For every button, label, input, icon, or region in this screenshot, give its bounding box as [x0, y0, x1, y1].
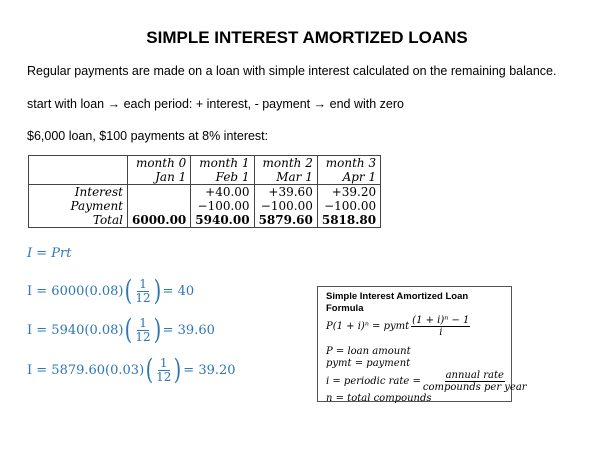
formula-lhs: P(1 + i)ⁿ = pymt — [326, 320, 410, 332]
numerator: 1 — [139, 276, 147, 291]
empty-cell — [29, 170, 128, 185]
formula-box-title: Simple Interest Amortized Loan Formula — [326, 291, 469, 314]
paren-open: ( — [125, 313, 133, 346]
date-header: Jan 1 — [128, 170, 191, 185]
definition: pymt = payment — [326, 358, 411, 369]
paren-open: ( — [125, 274, 133, 307]
empty-cell — [29, 156, 128, 171]
arrow-icon: → — [107, 97, 121, 111]
definition: P = loan amount — [326, 346, 411, 357]
table-row — [29, 213, 381, 228]
eq-lhs: I = 5879.60(0.03) — [27, 362, 145, 378]
eq-lhs: I = 5940(0.08) — [27, 322, 124, 338]
eq-rhs: = 39.20 — [183, 362, 236, 378]
paren-close: ) — [153, 313, 161, 346]
formula-box — [317, 286, 527, 404]
rate-definition — [326, 370, 527, 393]
fraction — [135, 317, 150, 344]
flow-step: each period: + interest, - payment — [123, 97, 311, 111]
paren-close: ) — [153, 274, 161, 307]
intro-text: Regular payments are made on a loan with simple interest calculated on the remaining balance. — [27, 64, 557, 78]
cell: 5818.80 — [317, 213, 380, 228]
cell: 6000.00 — [128, 213, 191, 228]
problem-text: $6,000 loan, $100 payments at 8% interest: — [27, 129, 269, 143]
denominator: 12 — [135, 329, 151, 344]
flow-start: start with loan — [27, 97, 105, 111]
rate-lhs: i = periodic rate = — [326, 375, 421, 387]
paren-open: ( — [145, 353, 154, 386]
denominator: 12 — [135, 290, 151, 305]
cell: 5879.60 — [254, 213, 317, 228]
fraction — [423, 370, 527, 393]
interest-equation — [27, 313, 215, 346]
eq-lhs: I = 6000(0.08) — [27, 283, 124, 299]
interest-equation — [27, 274, 195, 307]
numerator: 1 — [139, 315, 147, 330]
cell: −100.00 — [317, 199, 380, 213]
denominator: 12 — [156, 369, 172, 384]
fraction — [411, 315, 470, 338]
cell — [128, 199, 191, 213]
month-header: month 2 — [254, 156, 317, 171]
interest-equation — [27, 353, 236, 386]
fraction — [135, 278, 150, 305]
cell: 5940.00 — [191, 213, 254, 228]
table-header-row — [29, 156, 381, 171]
definition: n = total compounds — [326, 393, 432, 404]
denominator: i — [439, 327, 443, 338]
fraction — [156, 357, 171, 384]
numerator: annual rate — [445, 370, 504, 381]
month-header: month 0 — [128, 156, 191, 171]
date-header: Apr 1 — [317, 170, 380, 185]
cell: +39.20 — [317, 185, 380, 200]
numerator: 1 — [159, 355, 168, 370]
flow-end: end with zero — [329, 97, 404, 111]
cell: −100.00 — [191, 199, 254, 213]
numerator: (1 + i)ⁿ − 1 — [412, 315, 470, 326]
date-header: Feb 1 — [191, 170, 254, 185]
month-header: month 1 — [191, 156, 254, 171]
eq-rhs: = 40 — [162, 283, 195, 299]
paren-close: ) — [174, 353, 182, 386]
row-label: Payment — [29, 199, 128, 213]
month-header: month 3 — [317, 156, 380, 171]
row-label: Interest — [29, 185, 128, 200]
table-date-row — [29, 170, 381, 185]
amortization-table — [28, 155, 381, 228]
interest-formula: I = Prt — [27, 246, 72, 261]
arrow-icon: → — [313, 97, 327, 111]
date-header: Mar 1 — [254, 170, 317, 185]
amortization-formula — [326, 315, 503, 338]
table-row — [29, 185, 381, 200]
eq-rhs: = 39.60 — [162, 322, 215, 338]
table-row — [29, 199, 381, 213]
cell — [128, 185, 191, 200]
cell: −100.00 — [254, 199, 317, 213]
cell: +39.60 — [254, 185, 317, 200]
row-label: Total — [29, 213, 128, 228]
cell: +40.00 — [191, 185, 254, 200]
flow-text — [27, 97, 404, 111]
denominator: compounds per year — [422, 382, 527, 393]
page-title: SIMPLE INTEREST AMORTIZED LOANS — [146, 28, 468, 47]
